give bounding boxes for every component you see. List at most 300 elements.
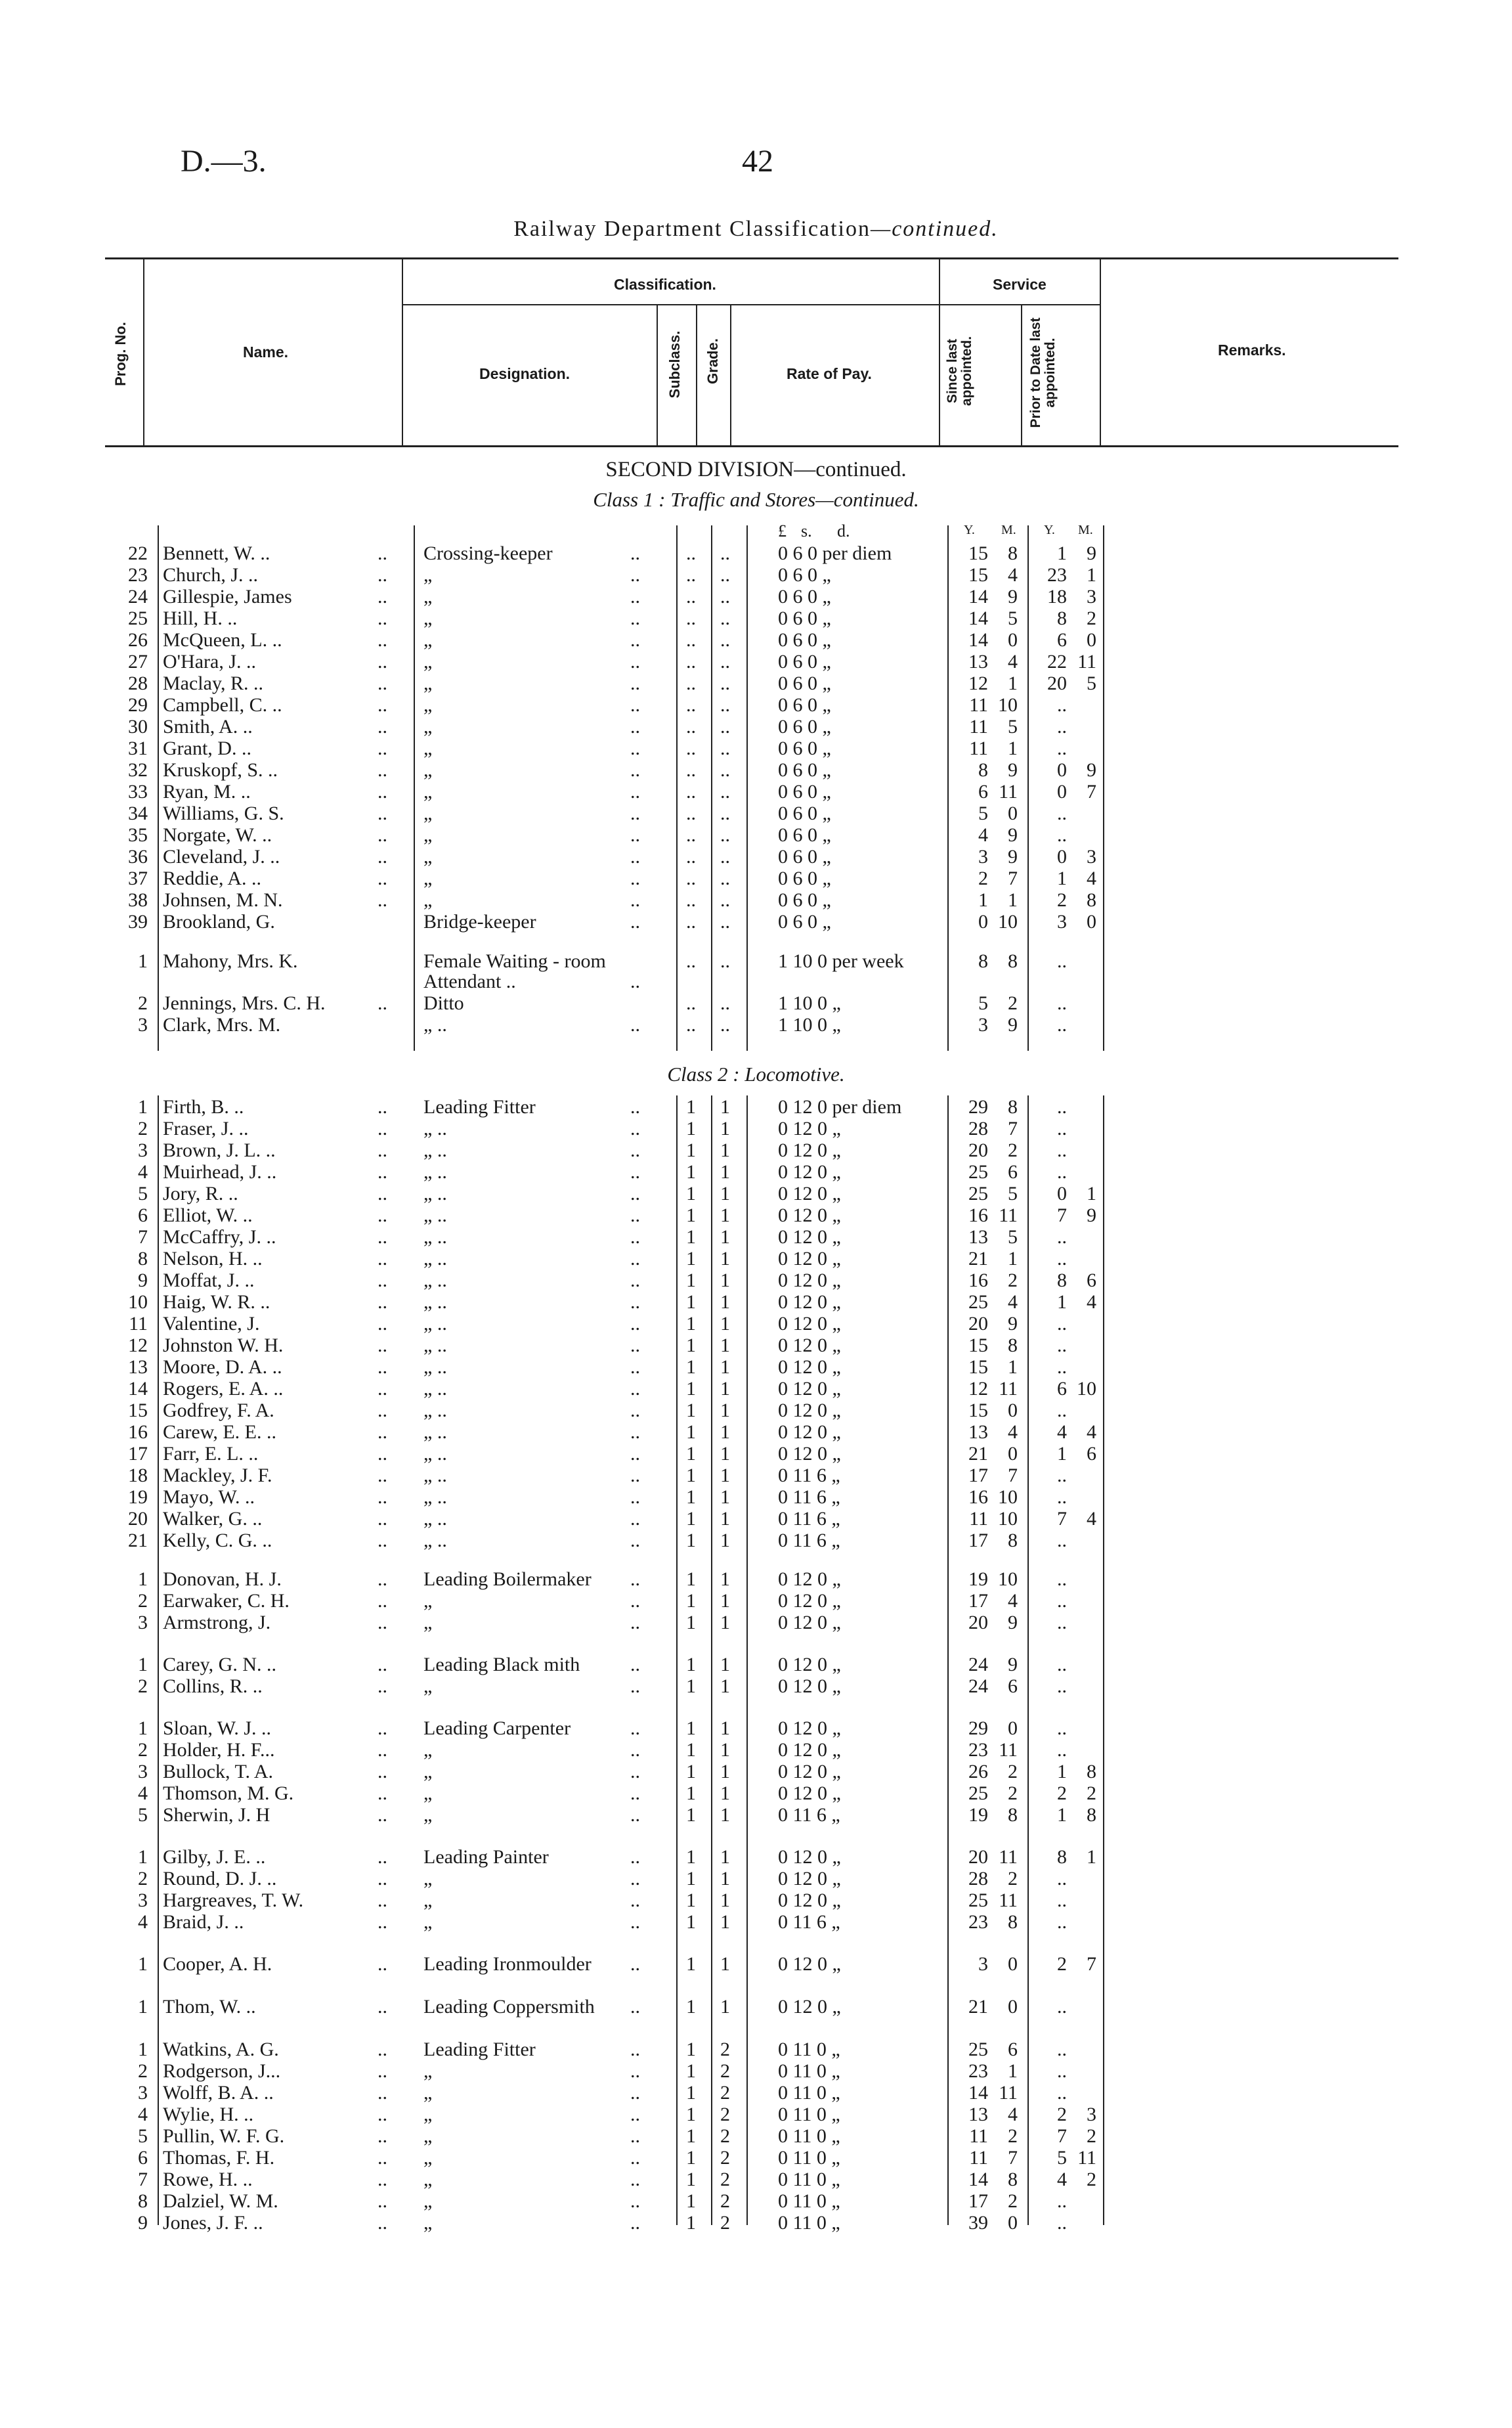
cell-py: .. (1057, 1996, 1067, 2018)
cell-no: 10 (128, 1291, 148, 1313)
months-unit: M. (1078, 523, 1093, 537)
cell-d2: .. (630, 2125, 640, 2147)
table-row (0, 716, 1512, 738)
cell-no: 2 (138, 2060, 148, 2082)
table-row (0, 651, 1512, 673)
cell-d1: .. (378, 1612, 387, 1633)
cell-py: 7 (1057, 1508, 1067, 1530)
cell-rate: 1 10 0 per week (778, 950, 904, 972)
cell-desig: Ditto (423, 992, 464, 1014)
cell-sub: 1 (686, 1612, 696, 1633)
cell-rate: 0 11 6 „ (778, 1465, 840, 1486)
cell-sub: .. (686, 629, 696, 651)
cell-desig: „ .. (423, 1356, 447, 1378)
table-row (0, 803, 1512, 824)
cell-py: .. (1057, 1530, 1067, 1551)
cell-sy: 11 (969, 1508, 988, 1530)
cell-sm: 2 (1008, 2190, 1018, 2212)
cell-sy: 15 (968, 1335, 988, 1356)
cell-grade: 1 (720, 1654, 730, 1675)
cell-rate: 0 12 0 „ (778, 1356, 841, 1378)
cell-no: 4 (138, 1911, 148, 1933)
cell-sub: 1 (686, 1911, 696, 1933)
cell-no: 4 (138, 2104, 148, 2125)
cell-no: 3 (138, 1761, 148, 1782)
cell-sm: 0 (1008, 803, 1018, 824)
cell-d2: .. (630, 1717, 640, 1739)
cell-sy: 5 (978, 992, 988, 1014)
cell-sy: 25 (968, 1291, 988, 1313)
cell-sm: 11 (999, 2082, 1018, 2104)
table-row (0, 1183, 1512, 1204)
cell-rate: 0 11 0 „ (778, 2147, 840, 2169)
cell-no: 1 (138, 950, 148, 972)
table-row (0, 1739, 1512, 1761)
cell-sub: .. (686, 586, 696, 607)
cell-sy: 14 (968, 2082, 988, 2104)
cell-d2: .. (630, 2039, 640, 2060)
cell-py: .. (1057, 824, 1067, 846)
cell-sub: 1 (686, 1846, 696, 1868)
cell-d1: .. (378, 868, 387, 889)
cell-sy: 21 (968, 1996, 988, 2018)
cell-py: .. (1057, 1675, 1067, 1697)
cell-no: 20 (128, 1508, 148, 1530)
cell-d1: .. (378, 1486, 387, 1508)
table-row (0, 1335, 1512, 1356)
cell-sy: 15 (968, 1356, 988, 1378)
cell-sm: 6 (1008, 1161, 1018, 1183)
cell-grade: 1 (720, 1953, 730, 1975)
cell-py: .. (1057, 1161, 1067, 1183)
cell-name: Muirhead, J. .. (163, 1161, 277, 1183)
cell-d2: .. (630, 1868, 640, 1889)
cell-d2: .. (630, 1443, 640, 1465)
cell-d2: .. (630, 1421, 640, 1443)
cell-d2: .. (630, 1486, 640, 1508)
cell-no: 4 (138, 1782, 148, 1804)
cell-d2: .. (630, 1378, 640, 1400)
cell-no: 39 (128, 911, 148, 933)
cell-pm: 4 (1087, 1421, 1096, 1443)
cell-sub: 1 (686, 2104, 696, 2125)
cell-py: .. (1057, 1356, 1067, 1378)
cell-d1: .. (378, 1356, 387, 1378)
cell-desig: „ (423, 564, 433, 586)
cell-d2: .. (630, 1953, 640, 1975)
cell-no: 2 (138, 1590, 148, 1612)
cell-pm: 9 (1087, 759, 1096, 781)
cell-d1: .. (378, 1183, 387, 1204)
cell-pm: 1 (1087, 1183, 1096, 1204)
cell-sy: 2 (978, 868, 988, 889)
cell-grade: 2 (720, 2104, 730, 2125)
table-row (0, 1139, 1512, 1161)
cell-grade: .. (720, 673, 730, 694)
table-row (0, 1846, 1512, 1868)
cell-sy: 8 (978, 950, 988, 972)
cell-no: 11 (129, 1313, 148, 1335)
cell-grade: 1 (720, 1356, 730, 1378)
cell-d2: .. (630, 1269, 640, 1291)
cell-no: 7 (138, 2169, 148, 2190)
cell-no: 2 (138, 1118, 148, 1139)
cell-sy: 26 (968, 1761, 988, 1782)
cell-rate: 0 12 0 „ (778, 1118, 841, 1139)
cell-desig: „ .. (423, 1530, 447, 1551)
table-row (0, 1868, 1512, 1889)
cell-sy: 8 (978, 759, 988, 781)
cell-sm: 0 (1008, 629, 1018, 651)
cell-desig: „ .. (423, 1269, 447, 1291)
cell-no: 1 (138, 1568, 148, 1590)
cell-rate: 0 12 0 „ (778, 1889, 841, 1911)
cell-sm: 7 (1008, 1118, 1018, 1139)
cell-pm: 10 (1077, 1378, 1096, 1400)
cell-py: 1 (1057, 1804, 1067, 1826)
months-unit: M. (1001, 523, 1016, 537)
cell-sm: 10 (998, 1568, 1018, 1590)
cell-pm: 5 (1087, 673, 1096, 694)
cell-name: Firth, B. .. (163, 1096, 244, 1118)
cell-d2: .. (630, 1014, 640, 1036)
cell-grade: .. (720, 564, 730, 586)
cell-d1: .. (378, 1443, 387, 1465)
table-row (0, 2147, 1512, 2169)
cell-sy: 25 (968, 1782, 988, 1804)
cell-sub: 1 (686, 1356, 696, 1378)
table-row (0, 738, 1512, 759)
cell-grade: 1 (720, 1421, 730, 1443)
table-row (0, 1911, 1512, 1933)
cell-sm: 2 (1008, 1269, 1018, 1291)
cell-rate: 0 11 0 „ (778, 2039, 840, 2060)
cell-d1: .. (378, 1739, 387, 1761)
cell-name: Williams, G. S. (163, 803, 284, 824)
remarks-header: Remarks. (1218, 342, 1286, 359)
cell-rate: 0 11 0 „ (778, 2212, 840, 2234)
cell-d1: .. (378, 1313, 387, 1335)
cell-rate: 0 11 6 „ (778, 1486, 840, 1508)
cell-grade: 2 (720, 2082, 730, 2104)
cell-sy: 23 (968, 2060, 988, 2082)
table-row (0, 564, 1512, 586)
cell-sm: 2 (1008, 1761, 1018, 1782)
cell-d2: .. (630, 542, 640, 564)
cell-grade: 1 (720, 1508, 730, 1530)
cell-sub: 1 (686, 1139, 696, 1161)
cell-d2: .. (630, 1139, 640, 1161)
cell-name: Gillespie, James (163, 586, 292, 607)
cell-sm: 8 (1008, 542, 1018, 564)
cell-desig: „ (423, 1612, 433, 1633)
cell-grade: 1 (720, 1612, 730, 1633)
cell-rate: 1 10 0 „ (778, 1014, 841, 1036)
cell-d1: .. (378, 1889, 387, 1911)
cell-py: 20 (1047, 673, 1067, 694)
cell-sub: 1 (686, 2082, 696, 2104)
table-row (0, 889, 1512, 911)
cell-d1: .. (378, 586, 387, 607)
col-divider (1021, 305, 1022, 445)
cell-d1: .. (378, 542, 387, 564)
cell-py: .. (1057, 1118, 1067, 1139)
cell-no: 3 (138, 1889, 148, 1911)
cell-rate: 0 6 0 „ (778, 716, 831, 738)
cell-grade: 2 (720, 2212, 730, 2234)
cell-sy: 19 (968, 1804, 988, 1826)
prior-date-header: Prior to Date last appointed. (1028, 317, 1058, 428)
cell-sy: 29 (968, 1717, 988, 1739)
cell-name: Maclay, R. .. (163, 673, 264, 694)
cell-sy: 24 (968, 1654, 988, 1675)
col-divider (1100, 259, 1101, 445)
cell-grade: 2 (720, 2190, 730, 2212)
cell-d2: .. (630, 1612, 640, 1633)
cell-py: .. (1057, 1465, 1067, 1486)
cell-d1: .. (378, 1508, 387, 1530)
cell-sm: 4 (1008, 1421, 1018, 1443)
cell-grade: 1 (720, 1465, 730, 1486)
cell-d2: .. (630, 1118, 640, 1139)
cell-desig: „ .. (423, 1378, 447, 1400)
cell-sub: 1 (686, 2169, 696, 2190)
cell-d2: .. (630, 1530, 640, 1551)
cell-d1: .. (378, 2104, 387, 2125)
cell-grade: 1 (720, 1568, 730, 1590)
table-row (0, 1313, 1512, 1335)
cell-no: 31 (128, 738, 148, 759)
cell-sy: 12 (968, 1378, 988, 1400)
cell-rate: 0 11 0 „ (778, 2125, 840, 2147)
designation-header: Designation. (479, 365, 571, 382)
table-row (0, 868, 1512, 889)
cell-sy: 16 (968, 1204, 988, 1226)
cell-sub: .. (686, 950, 696, 972)
cell-sy: 15 (968, 1400, 988, 1421)
cell-name: Carey, G. N. .. (163, 1654, 277, 1675)
cell-grade: 1 (720, 1804, 730, 1826)
cell-no: 30 (128, 716, 148, 738)
cell-d2: .. (630, 1508, 640, 1530)
table-row (0, 1804, 1512, 1826)
cell-grade: .. (720, 846, 730, 868)
cell-rate: 1 10 0 „ (778, 992, 841, 1014)
cell-no: 2 (138, 1868, 148, 1889)
cell-grade: .. (720, 992, 730, 1014)
cell-desig: „ .. (423, 1014, 447, 1036)
cell-sm: 8 (1008, 1804, 1018, 1826)
cell-py: 2 (1057, 2104, 1067, 2125)
cell-pm: 2 (1087, 607, 1096, 629)
cell-sub: 1 (686, 1675, 696, 1697)
cell-d1: .. (378, 2060, 387, 2082)
table-row (0, 1378, 1512, 1400)
cell-desig: „ (423, 1761, 433, 1782)
cell-py: .. (1057, 2190, 1067, 2212)
cell-name: O'Hara, J. .. (163, 651, 257, 673)
table-row (0, 1717, 1512, 1739)
cell-desig: „ (423, 2104, 433, 2125)
cell-name: Grant, D. .. (163, 738, 251, 759)
classification-header: Classification. (614, 276, 716, 293)
cell-sub: 1 (686, 1248, 696, 1269)
cell-name: Round, D. J. .. (163, 1868, 277, 1889)
cell-name: Haig, W. R. .. (163, 1291, 270, 1313)
cell-sy: 12 (968, 673, 988, 694)
cell-name: Campbell, C. .. (163, 694, 282, 716)
cell-pm: 8 (1087, 889, 1096, 911)
cell-pm: 0 (1087, 911, 1096, 933)
cell-sub: .. (686, 781, 696, 803)
cell-sub: .. (686, 673, 696, 694)
years-unit: Y. (964, 523, 975, 537)
table-row (0, 694, 1512, 716)
cell-d1: .. (378, 651, 387, 673)
cell-no: 3 (138, 1612, 148, 1633)
cell-grade: 1 (720, 1868, 730, 1889)
cell-sm: 11 (999, 1846, 1018, 1868)
cell-no: 23 (128, 564, 148, 586)
cell-grade: 1 (720, 1889, 730, 1911)
cell-desig: „ (423, 803, 433, 824)
cell-sub: .. (686, 564, 696, 586)
cell-pm: 3 (1087, 2104, 1096, 2125)
cell-py: .. (1057, 694, 1067, 716)
cell-grade: .. (720, 1014, 730, 1036)
cell-sub: .. (686, 846, 696, 868)
cell-desig: „ (423, 651, 433, 673)
name-header: Name. (243, 343, 289, 361)
cell-sm: 10 (998, 911, 1018, 933)
cell-name: Ryan, M. .. (163, 781, 251, 803)
cell-no: 17 (128, 1443, 148, 1465)
cell-grade: 1 (720, 1590, 730, 1612)
cell-py: 4 (1057, 1421, 1067, 1443)
cell-rate: 0 11 6 „ (778, 1804, 840, 1826)
cell-sub: 1 (686, 1996, 696, 2018)
cell-d1: .. (378, 1226, 387, 1248)
cell-py: .. (1057, 2039, 1067, 2060)
cell-pm: 0 (1087, 629, 1096, 651)
cell-sm: 6 (1008, 2039, 1018, 2060)
cell-name: Cleveland, J. .. (163, 846, 280, 868)
cell-grade: .. (720, 911, 730, 933)
cell-py: .. (1057, 1139, 1067, 1161)
cell-d1: .. (378, 564, 387, 586)
cell-desig: „ (423, 1911, 433, 1933)
cell-grade: 1 (720, 1846, 730, 1868)
header-bottom-rule (105, 445, 1398, 447)
cell-d1: .. (378, 1675, 387, 1697)
cell-d2: .. (630, 651, 640, 673)
cell-d1: .. (378, 2212, 387, 2234)
cell-desig: „ (423, 1590, 433, 1612)
table-row (0, 629, 1512, 651)
cell-rate: 0 12 0 „ (778, 1335, 841, 1356)
cell-sy: 14 (968, 586, 988, 607)
cell-sm: 4 (1008, 2104, 1018, 2125)
cell-sy: 25 (968, 1183, 988, 1204)
cell-d1: .. (378, 1996, 387, 2018)
table-row (0, 1486, 1512, 1508)
cell-d2: .. (630, 1335, 640, 1356)
table-row (0, 1996, 1512, 2018)
cell-d1: .. (378, 759, 387, 781)
cell-desig: Female Waiting - room (423, 950, 606, 972)
cell-desig: Leading Black mith (423, 1654, 580, 1675)
cell-name: Brookland, G. (163, 911, 275, 933)
cell-sub: 1 (686, 1486, 696, 1508)
cell-pm: 6 (1087, 1443, 1096, 1465)
cell-desig: „ (423, 586, 433, 607)
cell-py: 6 (1057, 629, 1067, 651)
cell-no: 33 (128, 781, 148, 803)
cell-pm: 7 (1087, 1953, 1096, 1975)
cell-sy: 24 (968, 1675, 988, 1697)
cell-d1: .. (378, 803, 387, 824)
cell-d2: .. (630, 1846, 640, 1868)
cell-sm: 1 (1008, 738, 1018, 759)
cell-name: Mahony, Mrs. K. (163, 950, 298, 972)
cell-pm: 8 (1087, 1761, 1096, 1782)
table-row (0, 1118, 1512, 1139)
cell-sy: 0 (978, 911, 988, 933)
grade-header: Grade. (704, 338, 721, 384)
cell-sub: 1 (686, 1269, 696, 1291)
cell-no: 8 (138, 2190, 148, 2212)
table-row (0, 1889, 1512, 1911)
cell-rate: 0 12 0 „ (778, 1291, 841, 1313)
cell-d2: .. (630, 1226, 640, 1248)
cell-desig: „ (423, 673, 433, 694)
cell-sy: 23 (968, 1739, 988, 1761)
cell-sy: 21 (968, 1248, 988, 1269)
cell-sub: 1 (686, 2039, 696, 2060)
cell-d1: .. (378, 1378, 387, 1400)
cell-grade: 1 (720, 1226, 730, 1248)
cell-d1: .. (378, 1590, 387, 1612)
cell-no: 24 (128, 586, 148, 607)
cell-desig: „ (423, 694, 433, 716)
cell-name: Rogers, E. A. .. (163, 1378, 284, 1400)
cell-no: 36 (128, 846, 148, 868)
cell-sm: 0 (1008, 1717, 1018, 1739)
cell-py: 1 (1057, 1443, 1067, 1465)
cell-rate: 0 12 0 „ (778, 1443, 841, 1465)
cell-d2: .. (630, 1675, 640, 1697)
classification-rule (402, 304, 939, 305)
cell-pm: 4 (1087, 868, 1096, 889)
cell-sm: 1 (1008, 1356, 1018, 1378)
table-row (0, 1568, 1512, 1590)
cell-sub: 1 (686, 2147, 696, 2169)
cell-rate: 0 6 0 „ (778, 781, 831, 803)
cell-no: 9 (138, 1269, 148, 1291)
cell-sm: 2 (1008, 1868, 1018, 1889)
cell-d2: .. (630, 1356, 640, 1378)
cell-d2: .. (630, 1313, 640, 1335)
cell-sub: 1 (686, 1226, 696, 1248)
cell-d2: .. (630, 564, 640, 586)
cell-d1: .. (378, 1118, 387, 1139)
cell-d1: .. (378, 1654, 387, 1675)
cell-rate: 0 6 0 „ (778, 889, 831, 911)
cell-rate: 0 6 0 per diem (778, 542, 892, 564)
cell-desig: „ (423, 1804, 433, 1826)
cell-sm: 2 (1008, 2125, 1018, 2147)
cell-name: Dalziel, W. M. (163, 2190, 278, 2212)
